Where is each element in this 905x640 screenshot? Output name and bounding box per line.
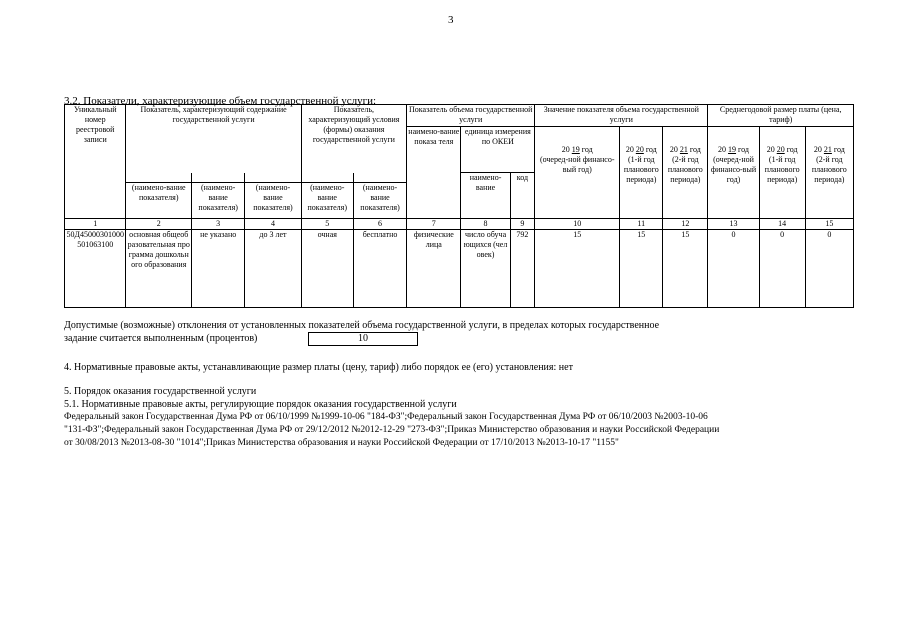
cell-c10: 15 <box>535 230 620 308</box>
deviation-value-box: 10 <box>308 332 418 346</box>
page-number: 3 <box>448 14 454 26</box>
column-number: 6 <box>353 219 406 230</box>
header-conditions-indicator: Показатель, характеризующий условия (формы) оказания государственной услуги <box>301 105 407 173</box>
column-number: 15 <box>805 219 853 230</box>
column-number: 2 <box>126 219 192 230</box>
column-number: 5 <box>301 219 353 230</box>
cell-program: основная общеобразовательная программа дошкольного образования <box>126 230 192 308</box>
header-fee-year-19: 20 19 год (очеред-ной финансо-вый год) <box>708 127 759 219</box>
header-fee-year-21: 20 21 год (2-й год планового периода) <box>805 127 853 219</box>
header-volume-value: Значение показателя объема государственной услуги <box>535 105 708 127</box>
header-fee-year-20: 20 20 год (1-й год планового периода) <box>759 127 805 219</box>
column-number: 1 <box>65 219 126 230</box>
column-number-row <box>65 219 854 230</box>
header-year-19: 20 19 год (очеред-ной финансо-вый год) <box>535 127 620 219</box>
column-number: 8 <box>461 219 510 230</box>
header-unit-name: наимено-вание <box>461 173 510 219</box>
header-sub-blank <box>245 173 301 183</box>
laws-line-1: Федеральный закон Государственная Дума РФ от 06/10/1999 №1999-10-06 "184-ФЗ";Федеральный закон Государственная Дума РФ от 06/10/2003 №2003-10-06 <box>64 412 708 422</box>
header-sub-name-6: (наимено-вание показателя) <box>353 183 406 219</box>
header-avg-fee: Среднегодовой размер платы (цена, тариф) <box>708 105 854 127</box>
header-sub-blank <box>126 173 192 183</box>
header-unit-code: код <box>510 173 535 219</box>
header-volume-indicator: Показатель объема государственной услуги <box>407 105 535 127</box>
column-number: 7 <box>407 219 461 230</box>
column-number: 3 <box>192 219 245 230</box>
header-sub-blank <box>192 173 245 183</box>
cell-c3: не указано <box>192 230 245 308</box>
cell-c4: до 3 лет <box>245 230 301 308</box>
header-content-indicator: Показатель, характеризующий содержание государственной услуги <box>126 105 301 173</box>
cell-unique-number: 50Д45000301000501063100 <box>65 230 126 308</box>
column-number: 10 <box>535 219 620 230</box>
cell-c6: бесплатно <box>353 230 406 308</box>
section-title: 3.2. Показатели, характеризующие объем государственной услуги: <box>64 95 377 107</box>
header-sub-name-2: (наимено-вание показателя) <box>126 183 192 219</box>
header-year-21: 20 21 год (2-й год планового периода) <box>663 127 708 219</box>
table-row <box>65 230 854 308</box>
cell-c5: очная <box>301 230 353 308</box>
cell-c14: 0 <box>759 230 805 308</box>
header-sub-blank <box>301 173 353 183</box>
cell-c7: физические лица <box>407 230 461 308</box>
cell-c15: 0 <box>805 230 853 308</box>
laws-line-2: "131-ФЗ";Федеральный закон Государственная Дума РФ от 29/12/2012 №2012-12-29 "273-ФЗ";Приказ Министерство образования и науки Российской Федерации <box>64 425 720 435</box>
section-4-text: 4. Нормативные правовые акты, устанавливающие размер платы (цену, тариф) либо порядок ее (его) установления: нет <box>64 362 573 373</box>
cell-c13: 0 <box>708 230 759 308</box>
section-5-title: 5. Порядок оказания государственной услуги <box>64 386 257 397</box>
header-sub-blank <box>353 173 406 183</box>
deviation-text: Допустимые (возможные) отклонения от установленных показателей объема государственной услуги, в пределах которых государственное <box>64 320 660 331</box>
cell-c12: 15 <box>663 230 708 308</box>
header-sub-name-3: (наимено-вание показателя) <box>192 183 245 219</box>
column-number: 9 <box>510 219 535 230</box>
header-unique-number: Уникальный номер реестровой записи <box>65 105 126 219</box>
header-indicator-name: наимено-вание показа теля <box>407 127 461 219</box>
cell-c11: 15 <box>620 230 663 308</box>
laws-line-3: от 30/08/2013 №2013-08-30 "1014";Приказ Министерства образования и науки Российской Федерации от 17/10/2013 №2013-10-17 "1155" <box>64 438 619 448</box>
column-number: 4 <box>245 219 301 230</box>
header-year-20: 20 20 год (1-й год планового периода) <box>620 127 663 219</box>
cell-c9: 792 <box>510 230 535 308</box>
column-number: 12 <box>663 219 708 230</box>
cell-c8: число обучающихся (человек) <box>461 230 510 308</box>
column-number: 13 <box>708 219 759 230</box>
header-sub-name-5: (наимено-вание показателя) <box>301 183 353 219</box>
header-unit-okei: единица измерения по ОКЕИ <box>461 127 535 173</box>
section-5-1-title: 5.1. Нормативные правовые акты, регулирующие порядок оказания государственной услуги <box>64 399 457 410</box>
header-sub-name-4: (наимено-вание показателя) <box>245 183 301 219</box>
deviation-text-2: задание считается выполненным (процентов) <box>64 333 258 344</box>
volume-indicators-table <box>64 104 854 308</box>
column-number: 11 <box>620 219 663 230</box>
column-number: 14 <box>759 219 805 230</box>
